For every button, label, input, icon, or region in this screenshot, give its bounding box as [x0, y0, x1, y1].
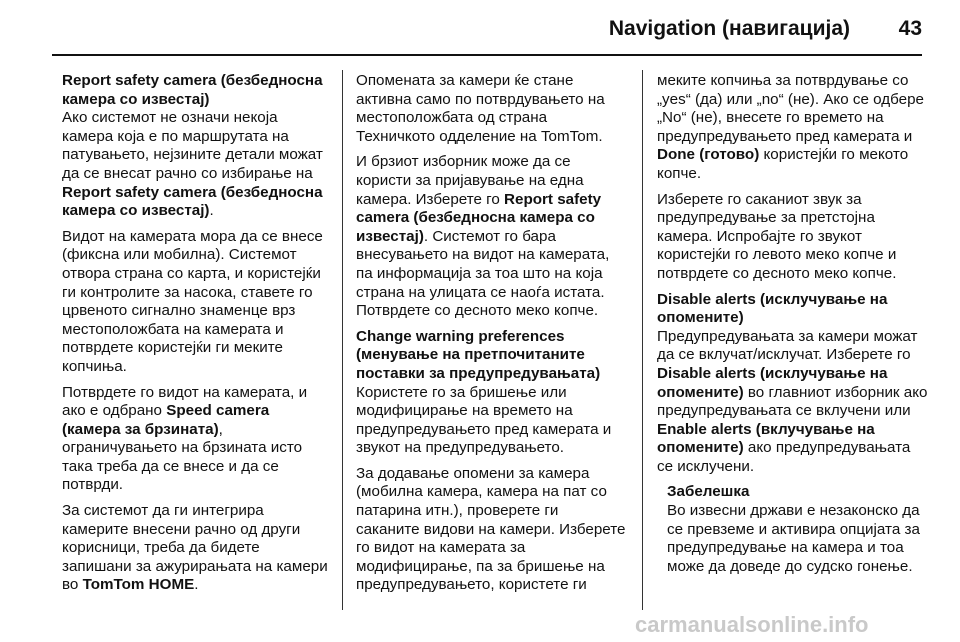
paragraph: За системот да ги интегрира камерите внесени рачно од други корисници, треба да бидете запишани за ажурирањата на камери во TomTom HOME.	[62, 502, 328, 594]
paragraph: Ако системот не означи некоја камера која е по маршрутата на патувањето, нејзините детали можат да се внесат рачно со избирање на Report safety camera (безбедносна камера со известај).	[62, 109, 323, 220]
note-box	[667, 483, 929, 576]
note-title: Забелешка	[667, 483, 750, 501]
header-rule	[52, 54, 922, 56]
paragraph: Потврдете го видот на камерата, и ако е одбрано Speed camera (камера за брзината), ограничувањето на брзината исто така треба да се внесе и да се потврди.	[62, 383, 308, 494]
column-divider-1	[342, 70, 343, 610]
paragraph: Опомената за камери ќе стане активна само по потврдувањето на местоположбата од страна Техничкото одделение на TomTom.	[356, 72, 605, 145]
section-title: Navigation (навигација)	[608, 17, 850, 40]
paragraph: Предупредувањата за камери можат да се вклучат/исклучат. Изберете го Disable alerts (исклучување на опомените) во главниот изборник ако предупредувањата се вклучени или Enable alerts (вклучување на опомените) ако предупредувањата се исклучени.	[657, 327, 928, 475]
paragraph: меките копчиња за потврдување со „yes“ (да) или „no“ (не). Ако се одбере „No“ (не), внесете го времето на предупредувањето пред камерата и Done (готово) користејќи го мекото копче.	[657, 72, 924, 182]
watermark: carmanualsonline.info	[635, 612, 869, 637]
section-heading-report-camera: Report safety camera (безбедносна камера со известај)	[62, 72, 323, 108]
paragraph: Користете го за бришење или модифицирање на времето на предупредувањето пред камерата и звукот на предупредувањето.	[356, 383, 612, 457]
column-3	[657, 72, 929, 576]
page-header	[0, 0, 960, 48]
note-text: Во извесни држави е незаконско да се превземе и активира опцијата за предупредување на камера и тоа може да доведе до судско гонење.	[667, 502, 920, 575]
column-2	[356, 72, 626, 602]
paragraph: Изберете го саканиот звук за предупредување за претстојна камера. Испробајте го звукот користејќи го левото меко копче и потврдете со десното меко копче.	[657, 190, 897, 282]
paragraph: Видот на камерата мора да се внесе (фиксна или мобилна). Системот отвора страна со карта, и користејќи ги контролите за насока, ставете го црвеното сигнално знаменце врз местоположбата на камерата и потврдете користејќи ги меките копчиња.	[62, 227, 323, 375]
section-heading-change-warning: Change warning preferences (менување на претпочитаните поставки за предупредувањата)	[356, 327, 601, 382]
column-1	[62, 72, 330, 602]
page-number: 43	[898, 17, 922, 40]
paragraph: И брзиот изборник може да се користи за пријавување на една камера. Изберете го Report safety camera (безбедносна камера со известај). Системот го бара внесувањето на видот на камерата, па информација за тоа што на која страна на улицата се наоѓа истата. Потврдете со десното меко копче.	[356, 153, 610, 320]
paragraph: За додавање опомени за камера (мобилна камера, камера на пат со патарина итн.), проверете ги саканите видови на камери. Изберете го видот на камерата за модифицирање, па за бришење на предупредувањето, користете ги	[356, 464, 626, 594]
section-heading-disable-alerts: Disable alerts (исклучување на опомените)	[657, 290, 888, 327]
column-divider-2	[642, 70, 643, 610]
